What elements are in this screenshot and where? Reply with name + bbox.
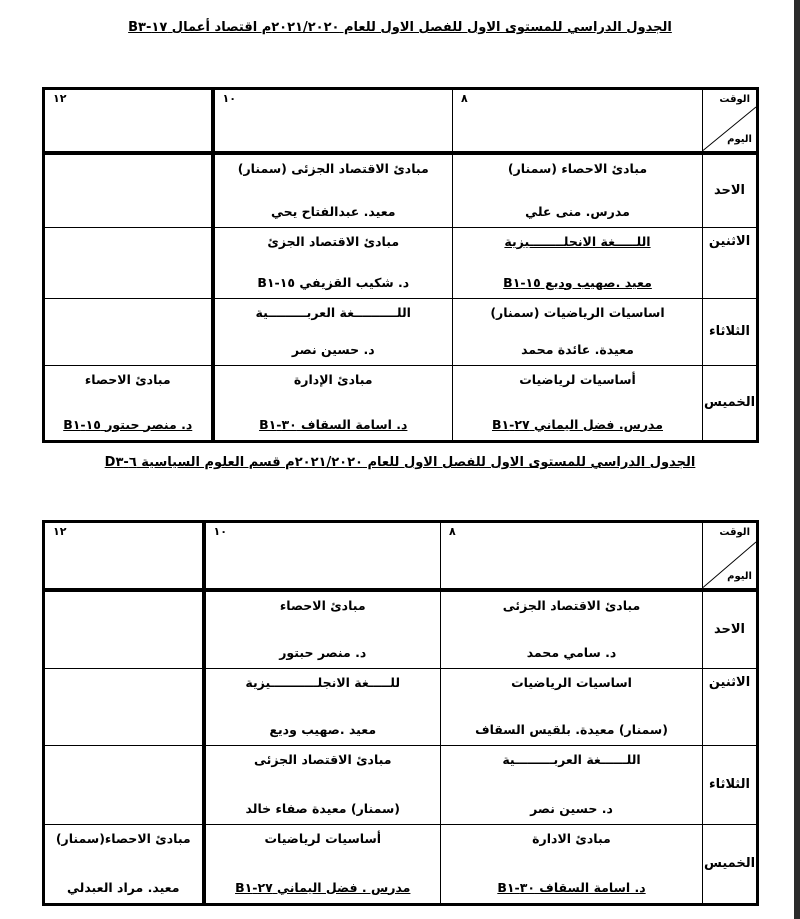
instructor: د. شكيب القزيفي ١٥-B١ [257,274,410,290]
instructor: (سمنار) معيدة صفاء خالد [245,800,400,816]
schedule1-row-monday [44,227,758,298]
course-name: مبادئ الاقتصاد الجزئى [253,751,392,767]
course-name: اللـــــغة الانجلــــــــيزية [504,233,651,249]
day-cell: الخميس [703,365,758,441]
instructor: معيد. عبدالفتاح يحي [270,203,396,219]
day-cell: الخميس [703,824,758,904]
hour-10: ١٠ [213,89,453,153]
class-cell [213,365,453,441]
class-cell [204,590,441,669]
time-label: الوقت [719,94,750,105]
instructor: (سمنار) معيدة. بلقيس السقاف [475,721,668,737]
class-cell [213,227,453,298]
class-cell [441,745,703,824]
schedule1-row-sunday [44,153,758,228]
class-cell [453,153,703,228]
class-cell [44,153,213,228]
course-name: مبادئ الإدارة [293,371,373,387]
course-name: أساسيات لرياضيات [264,830,382,846]
schedule2-corner [703,522,758,590]
hour-8: ٨ [453,89,703,153]
class-cell [213,153,453,228]
schedule2-row-tuesday [44,745,758,824]
course-name: للـــــغة الانجلـــــــــــيزية [245,674,401,690]
hour-8: ٨ [441,522,703,590]
class-cell [44,298,213,365]
day-cell: الاحد [703,153,758,228]
class-cell [453,365,703,441]
schedule1-corner [703,89,758,153]
class-cell [44,824,204,904]
schedule1-row-thursday [44,365,758,441]
course-name: اللــــــــــغة العربـــــــــية [255,304,411,320]
schedule2-table [42,520,759,906]
class-cell [213,298,453,365]
instructor: د. حسين نصر [291,341,375,357]
instructor: مدرس . فضل اليماني ٢٧-B١ [235,879,411,895]
instructor: مدرس. منى علي [525,203,630,219]
instructor: مدرس. فضل اليماني ٢٧-B١ [491,416,663,432]
class-cell [204,668,441,745]
day-cell: الثلاثاء [703,298,758,365]
instructor: د. اسامة السقاف ٣٠-B١ [497,879,646,895]
instructor: معيدة. عائدة محمد [521,341,634,357]
instructor: د. منصر حبتور [279,644,367,660]
course-name: مبادئ الاقتصاد الجزئ [267,233,400,249]
schedule1-title: الجدول الدراسي للمستوى الاول للفصل الاول للعام ٢٠٢١/٢٠٢٠م اقتصاد أعمال ١٧-B٣ [128,20,672,35]
time-label: الوقت [719,527,750,538]
hour-10: ١٠ [204,522,441,590]
course-name: مبادئ الادارة [532,830,611,846]
day-cell: الثلاثاء [703,745,758,824]
day-label: اليوم [727,570,752,582]
schedule2-row-sunday [44,590,758,669]
schedule1-table [42,87,759,443]
instructor: د. منصر حبتور ١٥-B١ [63,416,193,432]
class-cell [441,824,703,904]
class-cell [44,668,204,745]
course-name: اساسيات الرياضيات (سمنار) [490,304,665,320]
class-cell [441,590,703,669]
schedule1-header-row [44,89,758,153]
course-name: مبادئ الاقتصاد الجزئى (سمنار) [237,160,429,176]
class-cell [441,668,703,745]
hour-12: ١٢ [44,89,213,153]
course-name: مبادئ الاحصاء [279,597,366,613]
course-name: اللــــــغة العربـــــــــية [502,751,641,767]
course-name: اساسيات الرياضيات [511,674,632,690]
class-cell [453,227,703,298]
class-cell [44,365,213,441]
day-cell: الاحد [703,590,758,669]
schedule2-row-monday [44,668,758,745]
class-cell [204,824,441,904]
day-cell: الاثنين [703,668,758,745]
instructor: د. سامي محمد [526,644,617,660]
schedule1-row-tuesday [44,298,758,365]
instructor: د. حسين نصر [530,800,613,816]
hour-12: ١٢ [44,522,204,590]
course-name: أساسيات لرياضيات [519,371,636,387]
class-cell [453,298,703,365]
class-cell [44,590,204,669]
instructor: معيد .صهيب وديع ١٥-B١ [503,274,652,290]
class-cell [44,745,204,824]
day-label: اليوم [727,133,752,145]
course-name: مبادئ الاحصاء [84,371,171,387]
instructor: معيد. مراد العبدلي [67,879,180,895]
schedule2-title: الجدول الدراسي للمستوى الاول للفصل الاول للعام ٢٠٢١/٢٠٢٠م قسم العلوم السياسية ٦-D٣ [104,455,696,470]
schedule2-header-row [44,522,758,590]
instructor: معيد .صهيب وديع [269,721,377,737]
course-name: مبادئ الاقتصاد الجزئى [502,597,641,613]
instructor: د. اسامة السقاف ٣٠-B١ [259,416,408,432]
day-cell: الاثنين [703,227,758,298]
course-name: مبادئ الاحصاء(سمنار) [55,830,191,846]
schedule2-row-thursday [44,824,758,904]
class-cell [204,745,441,824]
class-cell [44,227,213,298]
course-name: مبادئ الاحصاء (سمنار) [507,160,648,176]
